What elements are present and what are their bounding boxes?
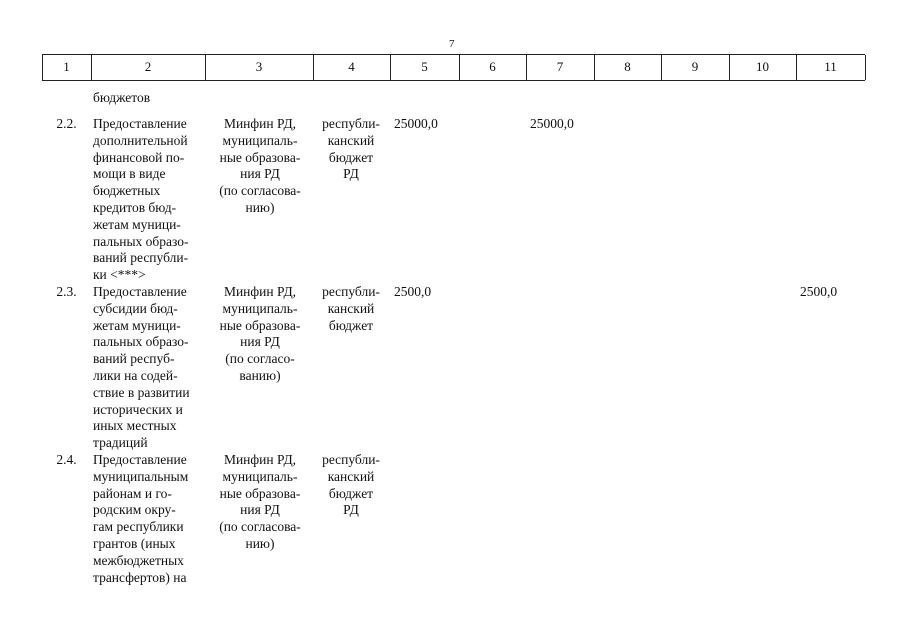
header-col-10: 10 [756,59,769,74]
header-col-11: 11 [824,59,837,74]
header-col-9: 9 [691,59,699,74]
continuation-text: бюджетов [93,90,151,105]
row-funding-source: республи- канский бюджет РД [322,116,380,182]
row-funding-source: республи- канский бюджет РД [322,452,380,518]
row-number: 2.4. [56,452,77,467]
row-measure-name: Предоставление муниципальным районам и го- родским окру- гам республики грантов (иных межбюджетных трансфертов) на [93,452,189,585]
header-bottom-rule [42,80,865,81]
header-col-8: 8 [624,59,631,74]
row-col5-value: 25000,0 [394,116,438,131]
header-col-4: 4 [348,59,355,74]
header-col-1: 1 [63,59,70,74]
header-col-3: 3 [255,59,263,74]
header-top-rule [42,54,865,55]
row-col7-value: 25000,0 [530,116,574,131]
row-executor: Минфин РД, муниципаль- ные образова- ния РД (по согласова- нию) [219,452,301,551]
row-number: 2.3. [56,284,77,299]
row-executor: Минфин РД, муниципаль- ные образова- ния РД (по согласо- ванию) [219,284,301,383]
row-funding-source: республи- канский бюджет [322,284,380,333]
row-measure-name: Предоставление дополнительной финансовой по- мощи в виде бюджетных кредитов бюд- жетам муници- пальных образо- ваний республи- ки <***> [93,116,189,283]
row-col5-value: 2500,0 [394,284,432,299]
page-number: 7 [449,38,455,50]
header-col-2: 2 [144,59,152,74]
header-col-6: 6 [489,59,496,74]
header-col-7: 7 [556,59,564,74]
row-number: 2.2. [56,116,77,131]
row-executor: Минфин РД, муниципаль- ные образова- ния РД (по согласова- нию) [219,116,301,215]
row-measure-name: Предоставление субсидии бюд- жетам муници- пальных образо- ваний респуб- лики на содей- ствие в развитии исторических и иных местных традиций [93,284,190,451]
header-col-5: 5 [421,59,428,74]
row-col11-value: 2500,0 [800,284,838,299]
